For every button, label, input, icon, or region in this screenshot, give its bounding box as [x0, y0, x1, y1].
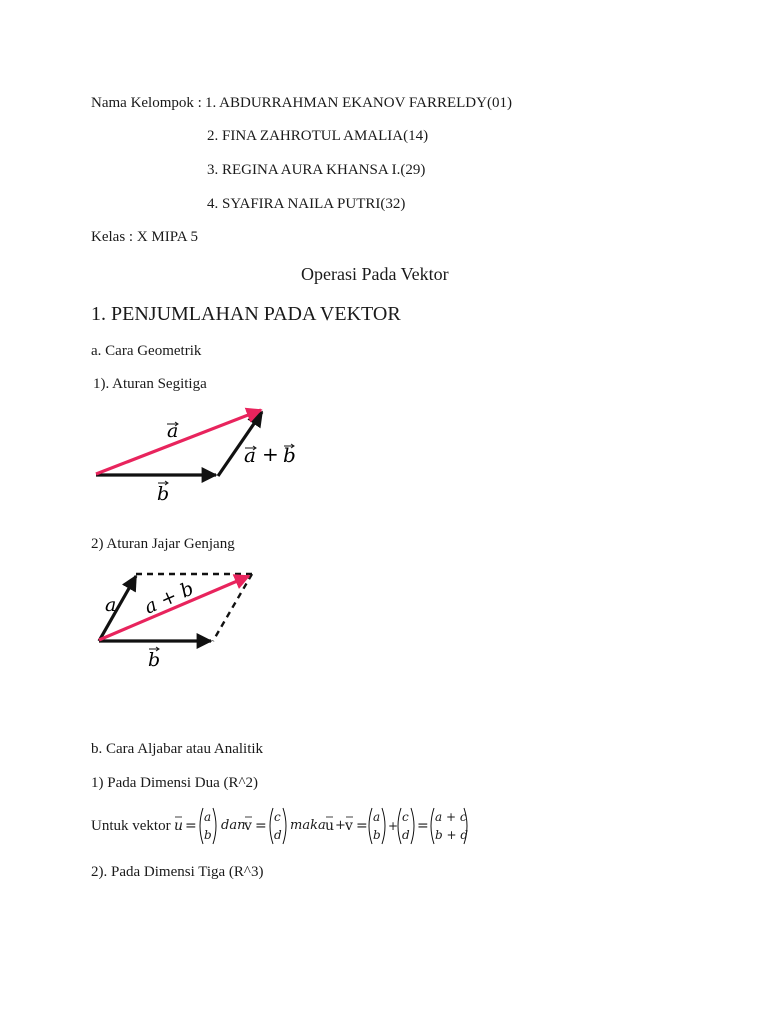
vector-addition-formula — [91, 806, 491, 846]
formula-eq-3: = — [356, 818, 368, 834]
r2-bot: d — [402, 828, 410, 842]
formula-prefix: Untuk vektor — [91, 818, 171, 834]
result-bot: b + d — [435, 828, 469, 842]
formula-dan: dan — [221, 818, 246, 833]
member-4: 4. SYAFIRA NAILA PUTRI(32) — [207, 196, 406, 212]
label-sum-b: b — [283, 443, 296, 467]
r1-bot: b — [373, 828, 381, 842]
dimension-two-label: 1) Pada Dimensi Dua (R^2) — [91, 775, 259, 791]
pg-label-a: a — [105, 594, 117, 616]
member-2: 2. FINA ZAHROTUL AMALIA(14) — [207, 128, 429, 144]
pg-label-sum: a + b — [141, 577, 198, 619]
label-a: a — [167, 420, 179, 442]
formula-v: v — [244, 818, 252, 834]
group-label: Nama Kelompok : — [91, 95, 202, 111]
result-top: a + c — [435, 810, 467, 824]
pg-label-b: b — [148, 649, 161, 671]
rule-parallelogram-label: 2) Aturan Jajar Genjang — [91, 536, 235, 552]
document-title: Operasi Pada Vektor — [301, 264, 449, 284]
formula-eq-4: = — [417, 818, 429, 834]
label-plus: + — [262, 442, 279, 466]
vector-a-arrow — [96, 410, 261, 474]
formula-u: u — [174, 818, 184, 834]
v-bot: d — [274, 828, 282, 842]
class-label: Kelas : X MIPA 5 — [91, 229, 198, 245]
formula-plus-2: + — [388, 819, 399, 833]
r1-top: a — [373, 810, 381, 824]
formula-sum-v: v — [345, 818, 353, 834]
member-3: 3. REGINA AURA KHANSA I.(29) — [207, 162, 426, 178]
formula-sum-u: u — [325, 818, 335, 834]
formula-eq-2: = — [255, 818, 267, 834]
section-heading: 1. PENJUMLAHAN PADA VEKTOR — [91, 303, 401, 325]
u-top: a — [204, 810, 212, 824]
subsection-geometric: a. Cara Geometrik — [91, 343, 202, 359]
v-top: c — [274, 810, 281, 824]
formula-maka: maka — [290, 818, 326, 833]
u-bot: b — [204, 828, 212, 842]
formula-eq-1: = — [185, 818, 197, 834]
label-sum-a: a — [244, 443, 256, 467]
label-b: b — [157, 483, 170, 505]
subsection-algebraic: b. Cara Aljabar atau Analitik — [91, 741, 264, 757]
rule-triangle-label: 1). Aturan Segitiga — [93, 376, 207, 392]
dimension-three-label: 2). Pada Dimensi Tiga (R^3) — [91, 864, 264, 880]
member-1: 1. ABDURRAHMAN EKANOV FARRELDY(01) — [205, 95, 512, 111]
formula-plus: + — [335, 818, 346, 833]
r2-top: c — [402, 810, 409, 824]
